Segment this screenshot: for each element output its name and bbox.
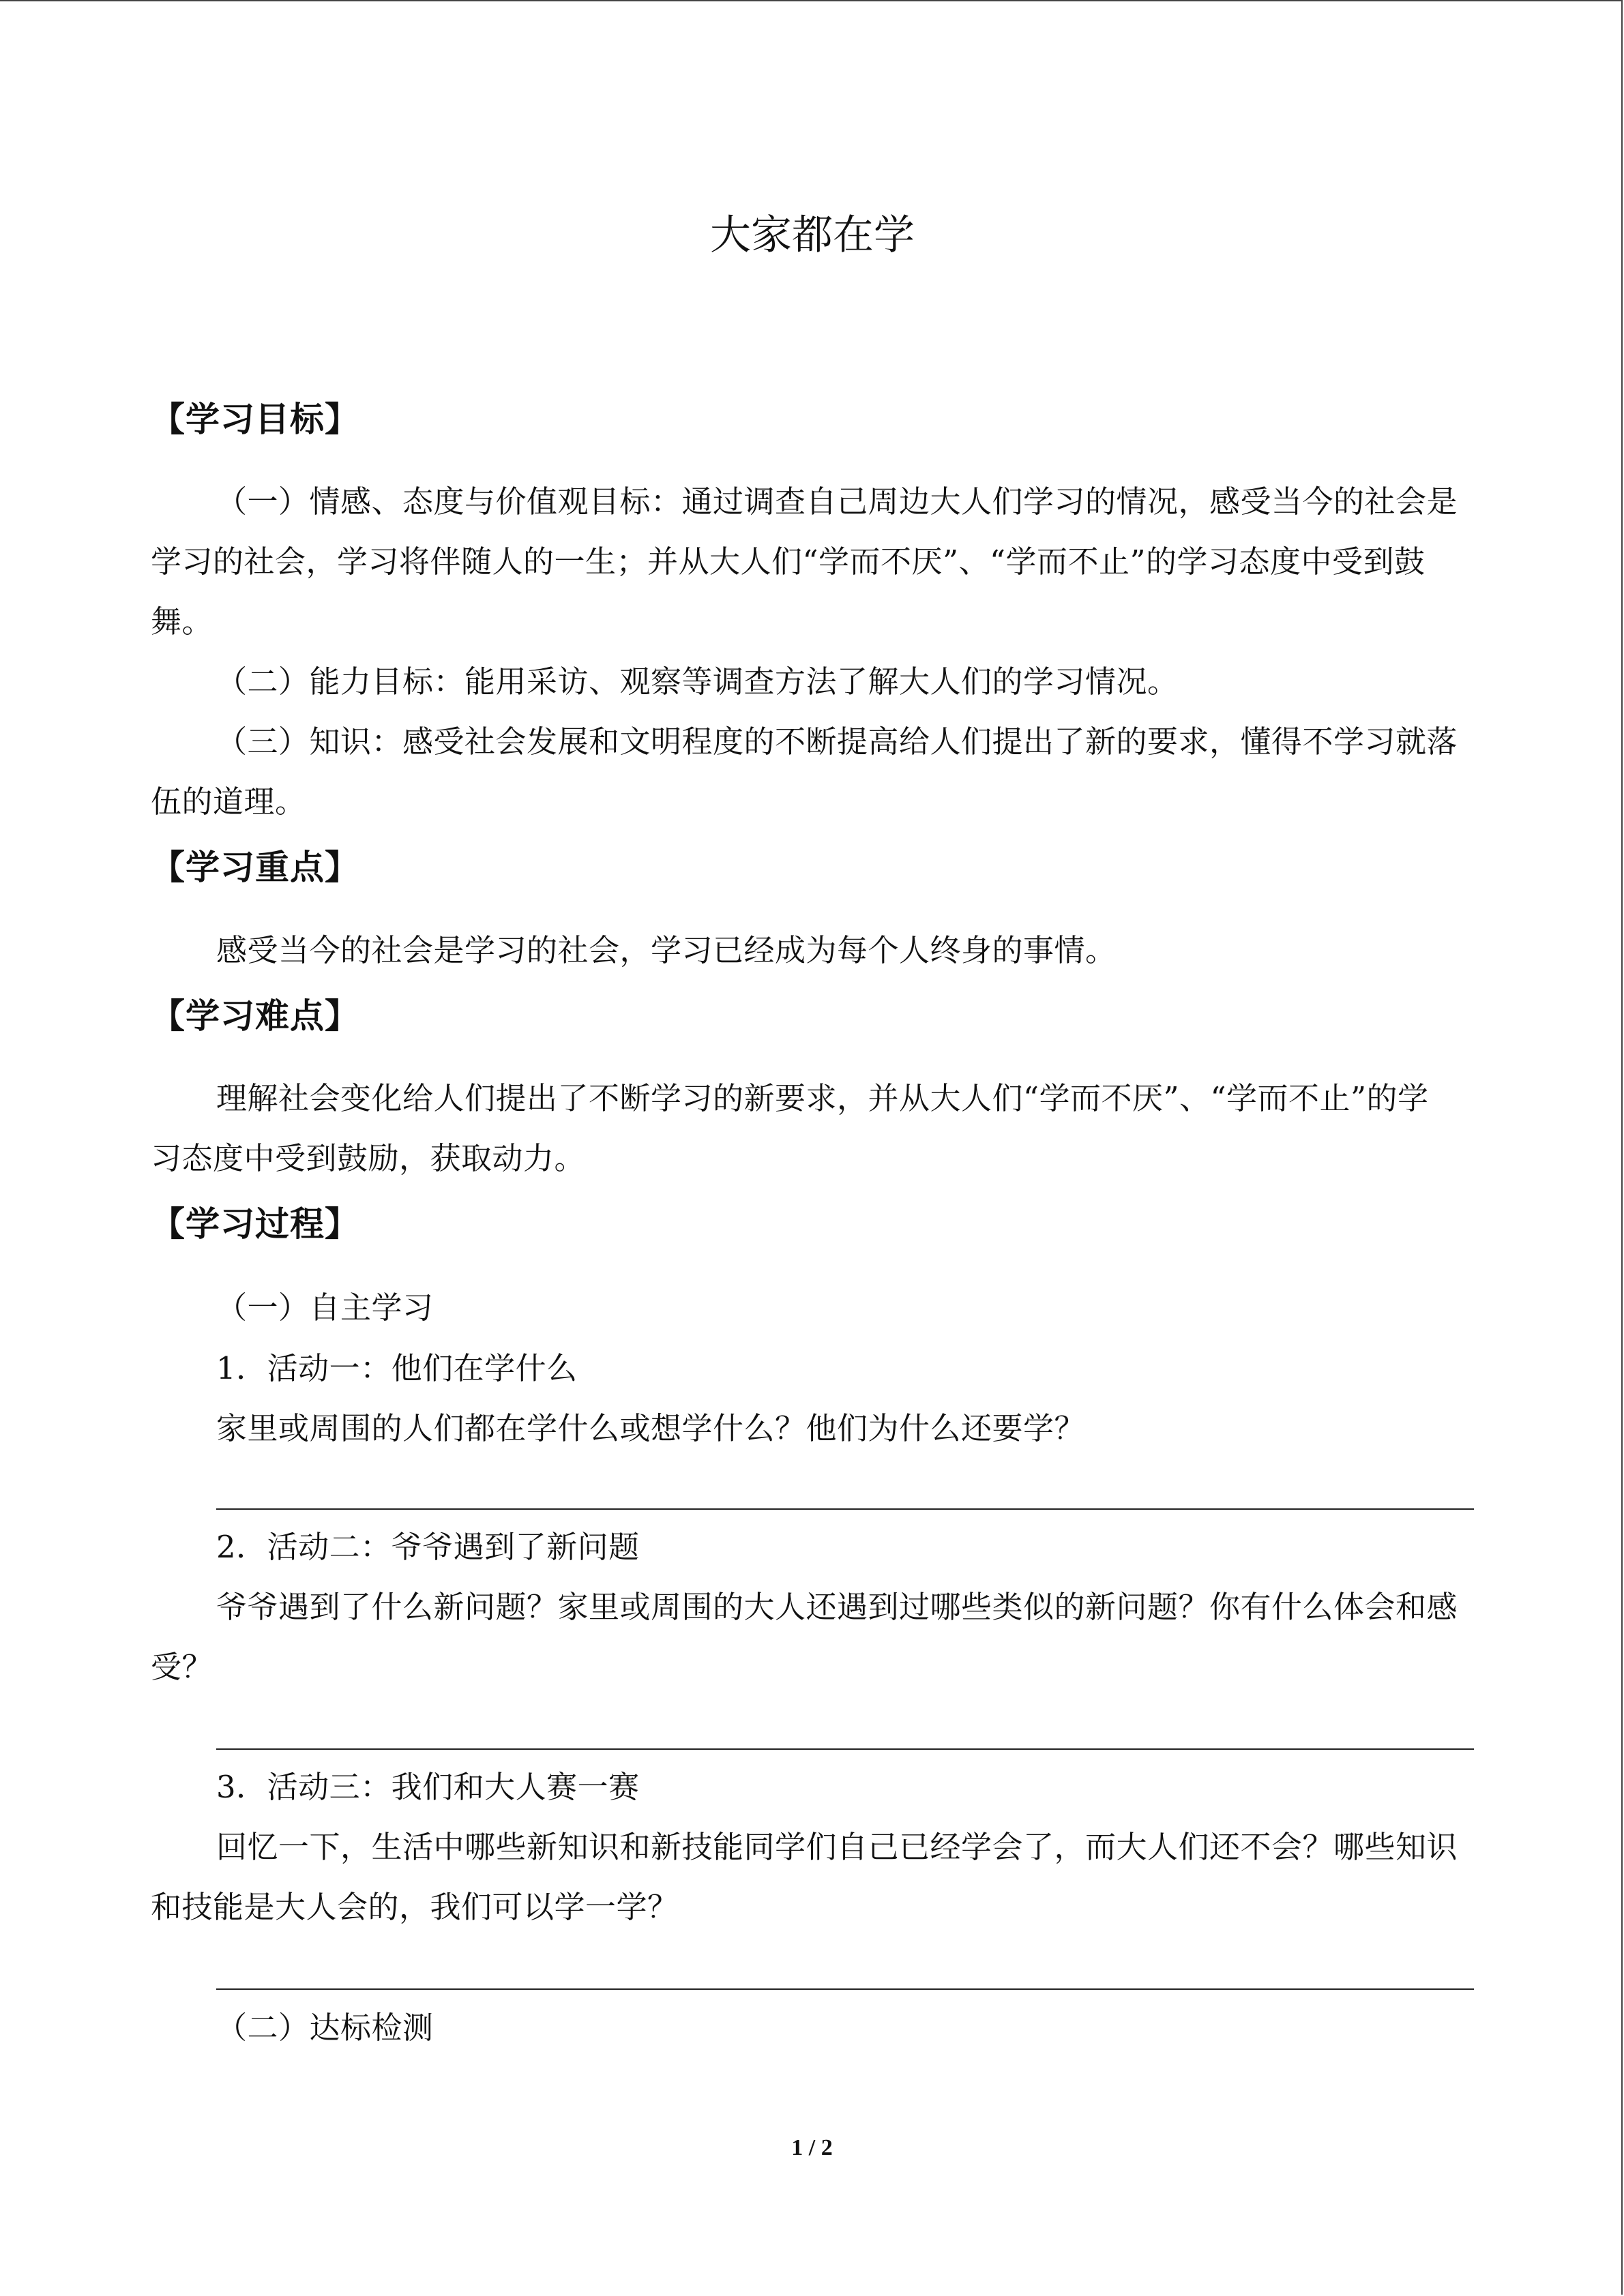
activity2-question: 爷爷遇到了什么新问题？家里或周围的大人还遇到过哪些类似的新问题？你有什么体会和感受？: [151, 1589, 1458, 1685]
activity3-answer-line[interactable]: [216, 1988, 1474, 1990]
difficulties-text: 理解社会变化给人们提出了不断学习的新要求，并从大人们“学而不厌”、“学而不止”的学习态度中受到鼓励，获取动力。: [151, 1080, 1429, 1176]
activity3-title: 3．活动三：我们和大人赛一赛: [216, 1769, 640, 1805]
section-heading-process: 【学习过程】: [151, 1204, 359, 1244]
self-study-subheading: （一）自主学习: [216, 1289, 434, 1326]
objective-item-knowledge: （三）知识：感受社会发展和文明程度的不断提高给人们提出了新的要求，懂得不学习就落伍的道理。: [151, 724, 1458, 820]
document-title: 大家都在学: [710, 211, 915, 259]
objective-item-ability: （二）能力目标：能用采访、观察等调查方法了解大人们的学习情况。: [216, 664, 1179, 700]
section-heading-objectives: 【学习目标】: [151, 400, 359, 439]
section-heading-difficulties: 【学习难点】: [151, 996, 359, 1036]
activity1-title: 1．活动一：他们在学什么: [216, 1350, 578, 1386]
activity2-title: 2．活动二：爷爷遇到了新问题: [216, 1529, 640, 1565]
objective-item-emotion: （一）情感、态度与价值观目标：通过调查自己周边大人们学习的情况，感受当今的社会是学习的社会，学习将伴随人的一生；并从大人们“学而不厌”、“学而不止”的学习态度中受到鼓舞。: [151, 483, 1458, 640]
activity3-question: 回忆一下，生活中哪些新知识和新技能同学们自己已经学会了，而大人们还不会？哪些知识和技能是大人会的，我们可以学一学？: [151, 1829, 1458, 1925]
activity2-answer-line[interactable]: [216, 1748, 1474, 1750]
key-points-text: 感受当今的社会是学习的社会，学习已经成为每个人终身的事情。: [216, 932, 1117, 968]
assessment-subheading: （二）达标检测: [216, 2010, 434, 2046]
page-number: 1 / 2: [791, 2135, 833, 2160]
activity1-answer-line[interactable]: [216, 1508, 1474, 1510]
activity1-question: 家里或周围的人们都在学什么或想学什么？他们为什么还要学？: [216, 1410, 1086, 1446]
section-heading-key-points: 【学习重点】: [151, 848, 359, 887]
